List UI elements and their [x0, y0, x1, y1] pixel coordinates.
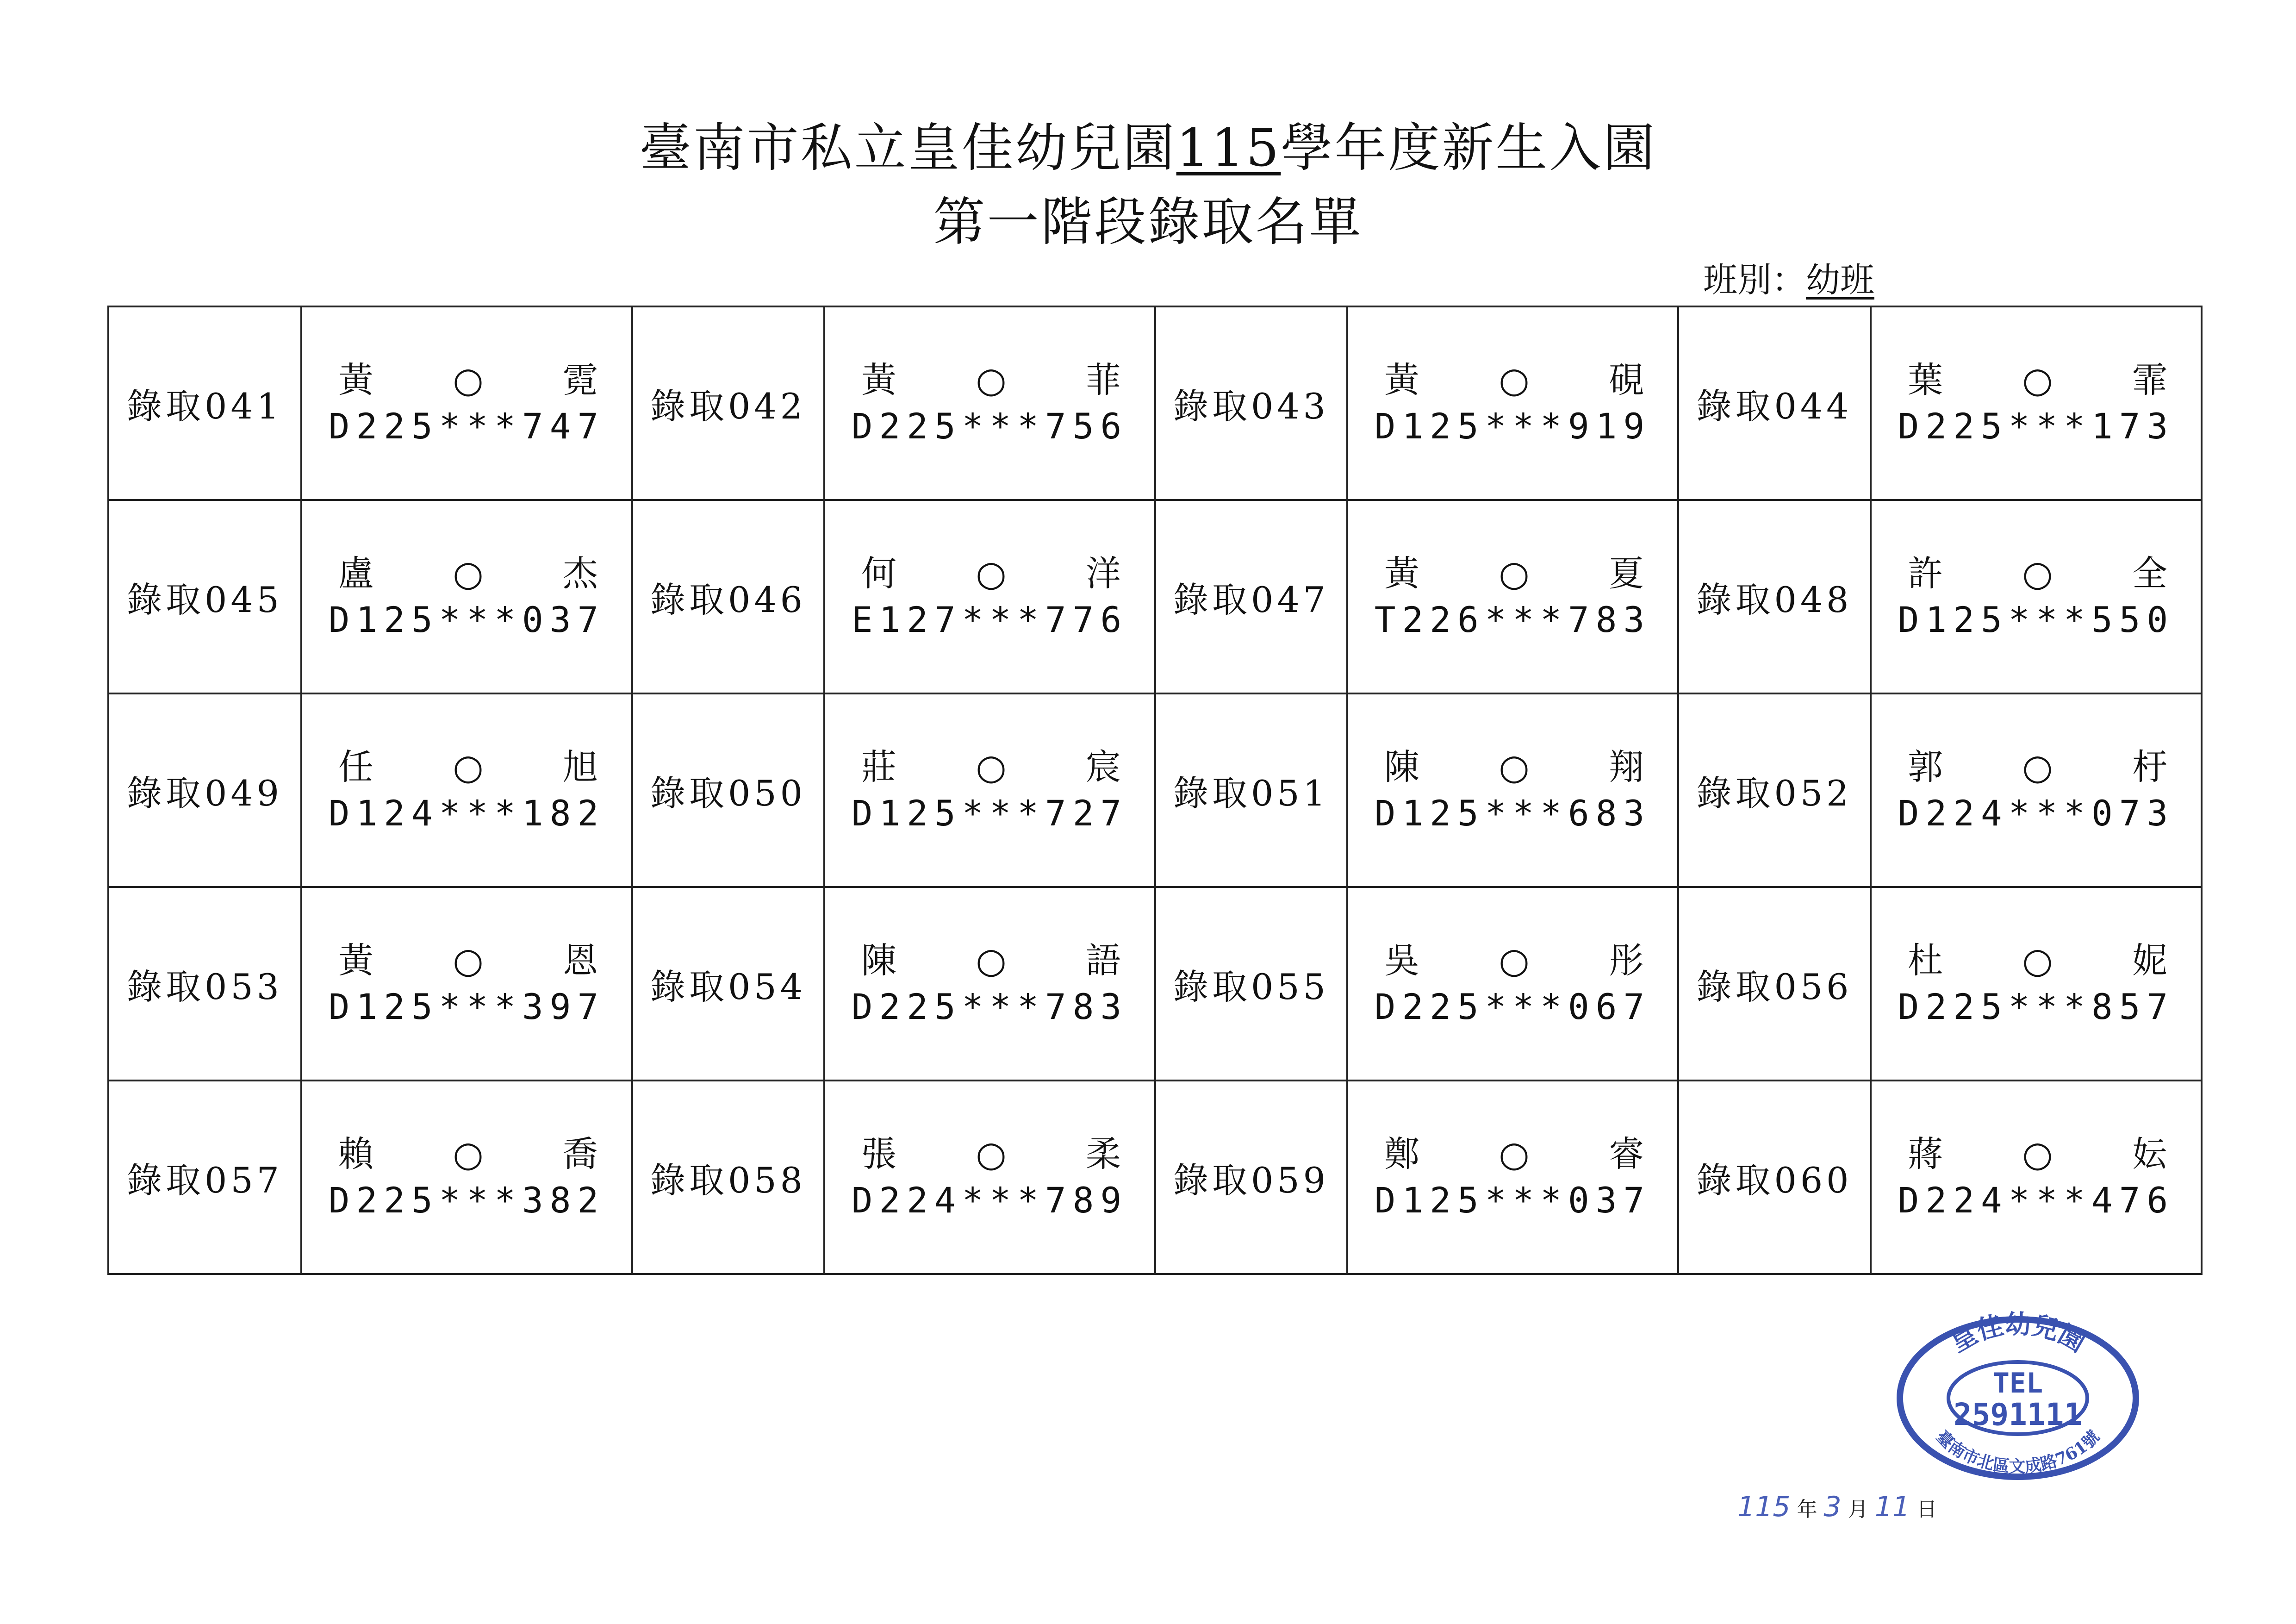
- title-year: 115: [1176, 118, 1281, 178]
- student-given-name: 語: [1085, 940, 1121, 981]
- date-year: 115: [1737, 1491, 1791, 1523]
- name-mask-circle: ○: [976, 553, 1007, 594]
- class-info: [1703, 257, 1874, 303]
- student-id-masked: D125***037: [328, 599, 605, 640]
- student-name: [1348, 1131, 1677, 1177]
- student-cell: [301, 693, 632, 887]
- student-name: [825, 550, 1154, 597]
- name-mask-circle: ○: [2022, 940, 2053, 981]
- student-given-name: 宸: [1085, 746, 1121, 787]
- admission-number-cell: 錄取052: [1678, 693, 1871, 887]
- student-surname: 郭: [1908, 746, 1943, 787]
- admission-number-cell: 錄取057: [108, 1081, 301, 1274]
- student-id-masked: D225***756: [851, 406, 1128, 447]
- student-name: [1348, 937, 1677, 984]
- student-name: [825, 937, 1154, 984]
- class-value: 幼班: [1806, 260, 1874, 300]
- name-mask-circle: ○: [453, 1133, 484, 1174]
- name-mask-circle: ○: [1499, 1133, 1530, 1174]
- student-given-name: 彤: [1608, 940, 1644, 981]
- admission-table: [107, 306, 2203, 1275]
- student-id-masked: D225***747: [328, 406, 605, 447]
- admission-number-cell: 錄取056: [1678, 887, 1871, 1081]
- date-line: [1731, 1491, 1937, 1526]
- admission-number-cell: 錄取054: [632, 887, 824, 1081]
- name-mask-circle: ○: [1499, 553, 1530, 594]
- student-surname: 黃: [1384, 359, 1419, 400]
- school-seal: [1893, 1310, 2143, 1481]
- title-prefix: 臺南市私立皇佳幼兒園: [639, 118, 1176, 178]
- admission-number-cell: 錄取053: [108, 887, 301, 1081]
- student-surname: 葉: [1908, 359, 1943, 400]
- name-mask-circle: ○: [976, 746, 1007, 787]
- student-cell: [1871, 693, 2202, 887]
- student-name: [1348, 744, 1677, 790]
- name-mask-circle: ○: [1499, 359, 1530, 400]
- admission-number-cell: 錄取046: [632, 500, 824, 693]
- name-mask-circle: ○: [2022, 746, 2053, 787]
- student-cell: [1871, 500, 2202, 693]
- student-given-name: 洋: [1085, 553, 1121, 594]
- name-mask-circle: ○: [976, 359, 1007, 400]
- student-surname: 陳: [861, 940, 896, 981]
- student-name: [302, 550, 631, 597]
- student-given-name: 睿: [1608, 1133, 1644, 1174]
- admission-number-cell: 錄取051: [1155, 693, 1347, 887]
- student-cell: [301, 500, 632, 693]
- date-month: 3: [1823, 1491, 1842, 1523]
- table-row: [108, 1081, 2202, 1274]
- table-row: [108, 693, 2202, 887]
- student-surname: 黃: [1384, 553, 1419, 594]
- date-day: 11: [1874, 1491, 1910, 1523]
- student-surname: 張: [861, 1133, 896, 1174]
- student-id-masked: D125***397: [328, 986, 605, 1027]
- table-row: [108, 500, 2202, 693]
- student-name: [825, 357, 1154, 403]
- admission-number-cell: 錄取043: [1155, 306, 1347, 500]
- name-mask-circle: ○: [453, 359, 484, 400]
- admission-table-body: [108, 306, 2202, 1274]
- student-id-masked: D125***037: [1374, 1180, 1651, 1221]
- student-name: [1348, 357, 1677, 403]
- name-mask-circle: ○: [2022, 1133, 2053, 1174]
- student-id-masked: E127***776: [851, 599, 1128, 640]
- student-cell: [1347, 693, 1678, 887]
- student-given-name: 翔: [1608, 746, 1644, 787]
- student-given-name: 霓: [562, 359, 598, 400]
- student-id-masked: D224***789: [851, 1180, 1128, 1221]
- student-cell: [1871, 306, 2202, 500]
- student-surname: 許: [1908, 553, 1943, 594]
- student-given-name: 杅: [2132, 746, 2167, 787]
- student-surname: 何: [861, 553, 896, 594]
- student-id-masked: D125***683: [1374, 793, 1651, 834]
- date-year-unit: 年: [1797, 1498, 1817, 1521]
- student-cell: [301, 887, 632, 1081]
- seal-org: 皇佳幼兒園: [1945, 1310, 2091, 1358]
- admission-number-cell: 錄取042: [632, 306, 824, 500]
- student-name: [1872, 937, 2201, 984]
- name-mask-circle: ○: [453, 553, 484, 594]
- student-id-masked: T226***783: [1374, 599, 1651, 640]
- student-given-name: 喬: [562, 1133, 598, 1174]
- student-given-name: 妘: [2132, 1133, 2167, 1174]
- document-title: [0, 116, 2296, 181]
- student-name: [825, 744, 1154, 790]
- student-cell: [1871, 1081, 2202, 1274]
- name-mask-circle: ○: [453, 940, 484, 981]
- student-given-name: 旭: [562, 746, 598, 787]
- student-id-masked: D225***067: [1374, 986, 1651, 1027]
- student-name: [1872, 550, 2201, 597]
- document-subtitle: 第一階段錄取名單: [933, 192, 1363, 252]
- date-day-unit: 日: [1916, 1498, 1937, 1521]
- student-cell: [824, 1081, 1155, 1274]
- student-id-masked: D225***857: [1898, 986, 2175, 1027]
- student-given-name: 杰: [562, 553, 598, 594]
- student-given-name: 柔: [1085, 1133, 1121, 1174]
- name-mask-circle: ○: [453, 746, 484, 787]
- admission-number-cell: 錄取047: [1155, 500, 1347, 693]
- admission-number-cell: 錄取048: [1678, 500, 1871, 693]
- student-cell: [824, 887, 1155, 1081]
- admission-number-cell: 錄取059: [1155, 1081, 1347, 1274]
- student-surname: 鄭: [1384, 1133, 1419, 1174]
- student-cell: [1347, 1081, 1678, 1274]
- seal-address: 臺南市北區文成路761號: [1932, 1427, 2103, 1477]
- student-id-masked: D225***382: [328, 1180, 605, 1221]
- student-name: [825, 1131, 1154, 1177]
- student-id-masked: D224***476: [1898, 1180, 2175, 1221]
- student-cell: [824, 306, 1155, 500]
- student-name: [302, 744, 631, 790]
- student-id-masked: D225***173: [1898, 406, 2175, 447]
- student-id-masked: D125***550: [1898, 599, 2175, 640]
- student-given-name: 全: [2132, 553, 2167, 594]
- student-surname: 莊: [861, 746, 896, 787]
- student-given-name: 妮: [2132, 940, 2167, 981]
- name-mask-circle: ○: [1499, 746, 1530, 787]
- student-given-name: 恩: [562, 940, 598, 981]
- student-surname: 賴: [338, 1133, 373, 1174]
- student-surname: 吳: [1384, 940, 1419, 981]
- date-month-unit: 月: [1848, 1498, 1868, 1521]
- name-mask-circle: ○: [2022, 359, 2053, 400]
- student-cell: [301, 306, 632, 500]
- student-id-masked: D125***727: [851, 793, 1128, 834]
- student-id-masked: D124***182: [328, 793, 605, 834]
- student-given-name: 霏: [2132, 359, 2167, 400]
- admission-number-cell: 錄取041: [108, 306, 301, 500]
- student-surname: 任: [338, 746, 373, 787]
- seal-tel-label: TEL: [1992, 1367, 2043, 1399]
- admission-number-cell: 錄取049: [108, 693, 301, 887]
- student-surname: 黃: [338, 940, 373, 981]
- student-name: [302, 1131, 631, 1177]
- student-cell: [1347, 306, 1678, 500]
- student-id-masked: D224***073: [1898, 793, 2175, 834]
- student-given-name: 夏: [1608, 553, 1644, 594]
- admission-number-cell: 錄取045: [108, 500, 301, 693]
- student-name: [1348, 550, 1677, 597]
- student-name: [302, 357, 631, 403]
- student-name: [1872, 357, 2201, 403]
- admission-number-cell: 錄取050: [632, 693, 824, 887]
- student-cell: [824, 693, 1155, 887]
- student-given-name: 硯: [1608, 359, 1644, 400]
- student-surname: 黃: [338, 359, 373, 400]
- student-cell: [1871, 887, 2202, 1081]
- student-name: [1872, 744, 2201, 790]
- title-suffix: 學年度新生入園: [1281, 118, 1657, 178]
- admission-number-cell: 錄取060: [1678, 1081, 1871, 1274]
- student-surname: 黃: [861, 359, 896, 400]
- name-mask-circle: ○: [976, 940, 1007, 981]
- class-label: 班別：: [1703, 260, 1806, 300]
- student-surname: 陳: [1384, 746, 1419, 787]
- student-surname: 蔣: [1908, 1133, 1943, 1174]
- student-cell: [1347, 887, 1678, 1081]
- student-given-name: 菲: [1085, 359, 1121, 400]
- table-row: [108, 887, 2202, 1081]
- student-cell: [301, 1081, 632, 1274]
- student-id-masked: D125***919: [1374, 406, 1651, 447]
- admission-number-cell: 錄取044: [1678, 306, 1871, 500]
- student-name: [1872, 1131, 2201, 1177]
- student-id-masked: D225***783: [851, 986, 1128, 1027]
- student-name: [302, 937, 631, 984]
- admission-number-cell: 錄取055: [1155, 887, 1347, 1081]
- student-surname: 盧: [338, 553, 373, 594]
- student-cell: [1347, 500, 1678, 693]
- student-cell: [824, 500, 1155, 693]
- admission-number-cell: 錄取058: [632, 1081, 824, 1274]
- student-surname: 杜: [1908, 940, 1943, 981]
- name-mask-circle: ○: [1499, 940, 1530, 981]
- table-row: [108, 306, 2202, 500]
- name-mask-circle: ○: [2022, 553, 2053, 594]
- name-mask-circle: ○: [976, 1133, 1007, 1174]
- seal-tel-number: 2591111: [1953, 1397, 2083, 1432]
